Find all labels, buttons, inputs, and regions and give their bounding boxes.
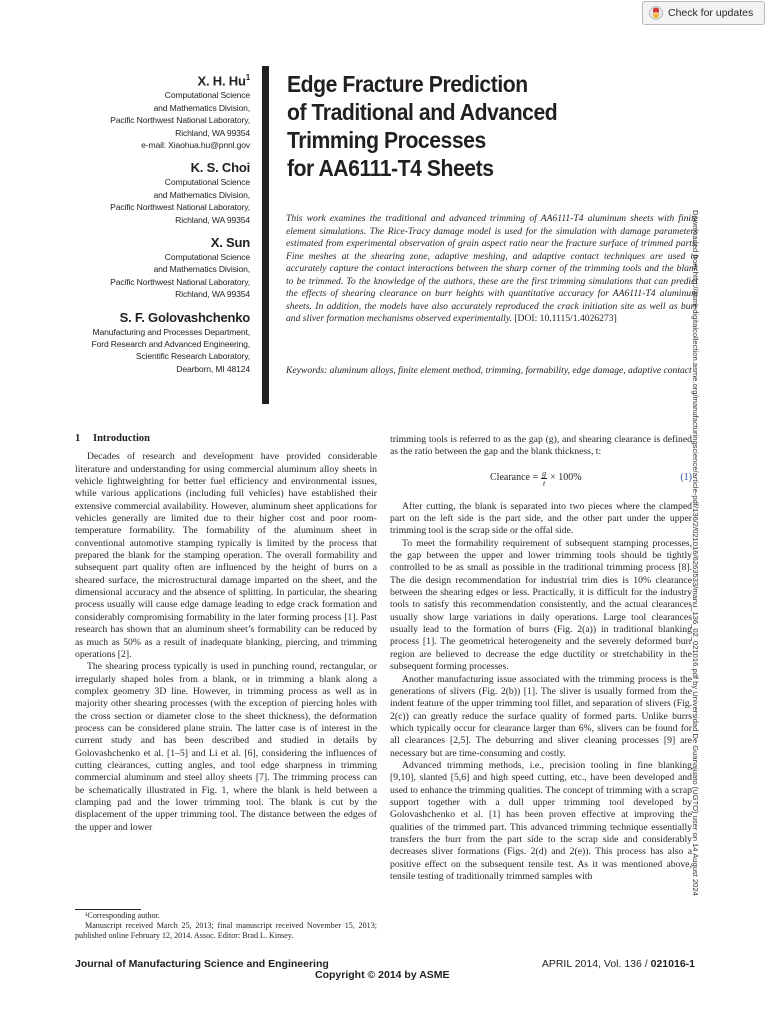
body-paragraph: trimming tools is referred to as the gap (g), and shearing clearance is defined as the ratio between the gap and the blank thickness, t:: [390, 434, 692, 458]
author-affiliation-line: Richland, WA 99354: [175, 214, 250, 225]
keywords: Keywords: aluminum alloys, finite element method, trimming, formability, edge damage, adaptive contact: [286, 365, 692, 376]
author-affiliation-line: and Mathematics Division,: [153, 189, 250, 200]
footnotes: [75, 911, 377, 942]
doi-link[interactable]: [DOI: 10.1115/1.4026273]: [514, 313, 617, 324]
equation-fraction: [541, 469, 547, 488]
author-affiliation-line: Computational Science: [164, 90, 250, 101]
equation-lhs: Clearance =: [490, 472, 539, 484]
author-block: [60, 310, 250, 376]
body-paragraph: After cutting, the blank is separated into two pieces where the clamped part on the left side is the part side, and the other part under the upper trimming tool is the scrap side or the offal side.: [390, 500, 692, 537]
author-name: S. F. Golovashchenko: [119, 309, 250, 325]
author-block: [60, 235, 250, 301]
title-line: for AA6111-T4 Sheets: [287, 155, 494, 181]
footer-issue-label: APRIL 2014, Vol. 136: [541, 958, 642, 970]
author-affiliation-line: Manufacturing and Processes Department,: [92, 326, 250, 337]
footer-issue: APRIL 2014, Vol. 136 / 021016-1: [541, 958, 695, 970]
equation-clearance: [390, 469, 692, 488]
footer-page-id: 021016-1: [650, 958, 695, 970]
abstract: [286, 213, 698, 326]
footer-copyright: Copyright © 2014 by ASME: [315, 969, 450, 981]
body-column-left: [75, 433, 377, 834]
download-watermark: Downloaded from http://asmedigitalcollection.asme.org/manufacturingscience/article-pdf/136/2/021016/6263533/manu_136_02_021016.pdf by Universidad De Guanajuato (UGTO) user on 14 August 2024: [691, 210, 700, 896]
author-affiliation-line: Dearborn, MI 48124: [176, 363, 250, 374]
author-block: [60, 160, 250, 226]
body-paragraph: Decades of research and development have provided considerable literature and understanding for using commercial aluminum alloy sheets in vehicle lightweighting for better fuel efficiency and environmental issues, while various applications (including full vehicles) have established their extensive commercial availability. However, aluminum sheet applications for vehicles generally are limited due to their higher cost and poor room-temperature formability. The formability of the aluminum sheet in conventional automotive stamping typically is limited by the process that prepared the blank for the stamping operation. The overall formability and subsequent part quality often are influenced by the height of burrs on a sheared surface, the microstructural damage imparted on the sheet, and the dimensional accuracy and the absence of splitting. In particular, the shearing process usually will cause edge damage leading to edge crack formation and considerably compromising formability in the later forming process [1]. Past research has shown that an aluminum sheet’s formability can be reduced by as much as 50% as a result of inadequate blanking, piercing, and trimming operations [2].: [75, 451, 377, 660]
check-for-updates-label: Check for updates: [668, 7, 754, 19]
author-affiliation-line: Pacific Northwest National Laboratory,: [110, 276, 250, 287]
author-affiliation-line: and Mathematics Division,: [153, 264, 250, 275]
author-block: [60, 70, 250, 151]
author-affiliation-line: Pacific Northwest National Laboratory,: [110, 202, 250, 213]
footnote: Manuscript received March 25, 2013; final manuscript received November 15, 2013; published online February 12, 2014. Assoc. Editor: Brad L. Kinsey.: [75, 921, 377, 941]
author-affiliation-line: Richland, WA 99354: [175, 127, 250, 138]
author-list: [60, 70, 250, 384]
title-line: Trimming Processes: [287, 127, 486, 153]
footnote-divider: [75, 909, 141, 910]
title-line: of Traditional and Advanced: [287, 99, 558, 125]
fraction-numerator: g: [542, 468, 547, 478]
author-affiliation-line: Richland, WA 99354: [175, 289, 250, 300]
equation-rhs: × 100%: [550, 472, 582, 484]
body-paragraph: To meet the formability requirement of subsequent stamping processes, the gap between the upper and lower trimming tools should be tightly controlled to be as small as possible in the traditional trimming process [8]. The die design recommendation for industrial trim dies is 10% clearance between the shearing edges or less. Practically, it is difficult for the industry tools to satisfy this recommendation consistently, and the actual clearances usually show large variations in daily operations. Large tool clearances usually lead to the formation of burrs (Fig. 2(a)) in traditional blanking process [1]. The geometrical heterogeneity and the severely deformed burr region are believed to decrease the edge ductility or stretchability in the subsequent forming processes.: [390, 537, 692, 673]
body-paragraph: Another manufacturing issue associated with the trimming process is the generations of slivers (Fig. 2(b)) [1]. The sliver is usually formed from the indent feature of the upper trimming tool fillet, and separation of slivers (Fig. 2(c)) can greatly reduce the surface quality of formed parts. Unlike burrs which typically occur for clearance larger than 6%, slivers can be found for all clearances [2,5]. The deburring and sliver cleaning processes [9] are necessary but are time-consuming and costly.: [390, 673, 692, 759]
equation-body: [490, 469, 582, 488]
body-paragraph: The shearing process typically is used in punching round, rectangular, or irregularly shaped holes from a blank, or in trimming a blank along a complex geometry 3D line. However, in trimming process as well as in majority other shearing processes (with the exception of piercing holes with the cross section or diameter close to the sheet thickness), the deformation process can be considered plane strain. The latter case is of interest in the current study and has been described and studied in details by Golovashchenko et al. [1–5] and Li et al. [6], considering the influences of cutting clearances, cutting angles, and tool edge sharpness in trimming commercial aluminum and steel alloy sheets [7]. The trimming process can be schematically illustrated in Fig. 1, where the blank is held between a clamping pad and the lower trimming tool. The blank is cut by the displacement of the upper trimming tool. The distance between the edges of the upper and lower: [75, 661, 377, 833]
page-footer: [75, 958, 695, 984]
equation-number: (1): [680, 472, 692, 484]
author-affiliation-line: and Mathematics Division,: [153, 102, 250, 113]
paper-title: [287, 70, 647, 182]
author-affiliation-line: Ford Research and Advanced Engineering,: [91, 339, 250, 350]
author-name: X. Sun: [210, 234, 250, 250]
author-name: X. H. Hu$^1$: [197, 73, 250, 89]
author-affiliation-line: Computational Science: [164, 251, 250, 262]
corresponding-footnote-mark[interactable]: 1: [245, 73, 250, 82]
title-divider-bar: [262, 66, 269, 404]
section-heading: [75, 433, 377, 445]
author-affiliation-line: Scientific Research Laboratory,: [135, 351, 250, 362]
section-number: 1: [75, 433, 81, 444]
crossmark-icon: [649, 6, 663, 20]
footer-journal-name: Journal of Manufacturing Science and Engineering: [75, 958, 329, 970]
body-column-right: [390, 434, 692, 883]
footnote: ¹Corresponding author.: [85, 911, 160, 920]
body-paragraph: Advanced trimming methods, i.e., precision tooling in fine blanking [9,10], slanted [5,6] and high speed cutting, etc., have been developed and used to enhance the trimming qualities. The concept of trimming with a scrap support together with a dull upper trimming tool developed by Golovashchenko et al. [1] has been proven effective at improving the qualities of the trimmed part. This advanced trimming technique essentially transfers the burr from the part side to the scrap side and considerably decreases sliver formations (Figs. 2(d) and 2(e)). This process has also a positive effect on the subsequent tensile test. As it was mentioned above, tensile testing of traditionally trimmed samples with: [390, 759, 692, 882]
section-title: Introduction: [93, 433, 150, 444]
check-for-updates-button[interactable]: [642, 1, 765, 25]
abstract-text: This work examines the traditional and advanced trimming of AA6111-T4 aluminum sheets with finite element simulations. The Rice-Tracy damage model is used for the simulation with damage parameters estimated from experimental observation of grain aspect ratio near the fracture surface of trimmed parts. Fine meshes at the shearing zone, adaptive meshing, and adaptive contact techniques are used to accurately capture the contact interactions between the sharp corner of the trimming tools and the blank to be trimmed. To the knowledge of the authors, these are the first trimming simulations that can predict the effects of shearing clearance on burr heights with quantitative accuracy for AA6111-T4 aluminum sheets. In addition, the models have also accurately reproduced the crack initiation site as well as burr and sliver formation mechanisms observed experimentally.: [286, 213, 698, 324]
author-name: K. S. Choi: [190, 160, 250, 176]
fraction-denominator: t: [543, 478, 546, 488]
author-email[interactable]: e-mail: Xiaohua.hu@pnnl.gov: [141, 139, 250, 150]
author-affiliation-line: Computational Science: [164, 177, 250, 188]
title-line: Edge Fracture Prediction: [287, 71, 528, 97]
author-affiliation-line: Pacific Northwest National Laboratory,: [110, 115, 250, 126]
